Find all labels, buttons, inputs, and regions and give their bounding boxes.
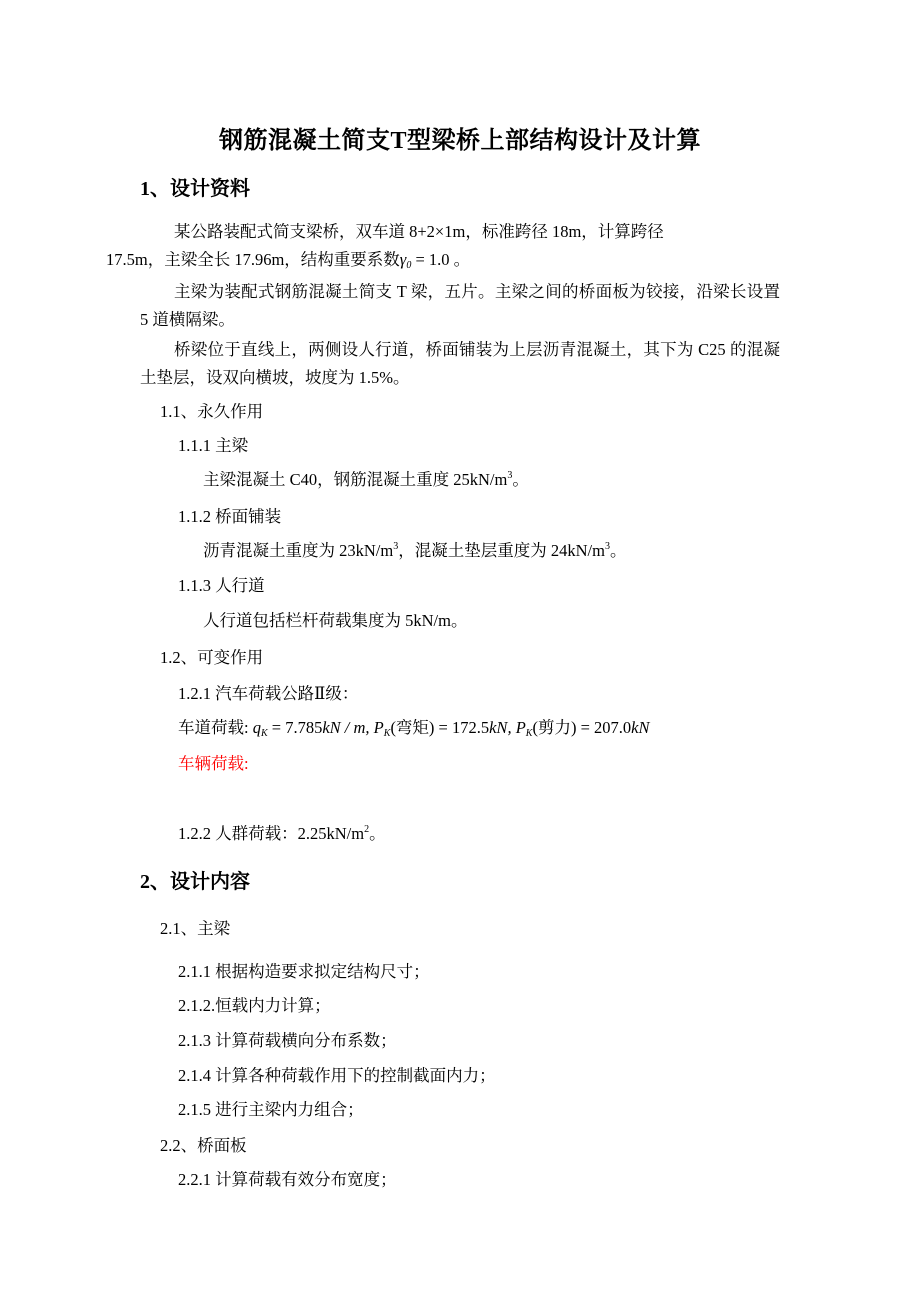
p-shear-value: (剪力) = 207.0 — [532, 718, 632, 737]
p-shear-unit: kN — [631, 718, 650, 737]
deck-pavement-weights — [203, 537, 626, 561]
item-deck-pavement: 1.1.2 桥面铺装 — [178, 507, 282, 526]
p-unit: kN — [489, 718, 508, 737]
gamma-value: = 1.0 。 — [411, 250, 471, 269]
sentence-end: 。 — [369, 824, 386, 843]
sentence-end: 。 — [512, 470, 529, 489]
unit-superscript: 3 — [507, 470, 513, 481]
p-moment-value: (弯矩) = 172.5 — [390, 718, 490, 737]
unit-superscript: 2 — [364, 824, 370, 835]
subsection-permanent-actions: 1.1、永久作用 — [160, 402, 264, 421]
subsection-variable-actions: 1.2、可变作用 — [160, 648, 264, 667]
paragraph-project-overview — [106, 218, 780, 280]
main-beam-material — [203, 466, 529, 490]
main-beam-material-text: 主梁混凝土 C40，钢筋混凝土重度 25kN/m — [203, 470, 508, 489]
vehicle-load-label: 车辆荷载: — [178, 754, 249, 773]
q-unit: kN / m — [322, 718, 366, 737]
q-subscript: K — [260, 728, 268, 739]
gamma-subscript: 0 — [406, 260, 412, 271]
paragraph-bridge-deck: 桥梁位于直线上，两侧设人行道，桥面铺装为上层沥青混凝土，其下为 C25 的混凝土垫层，设双向横坡，坡度为 1.5%。 — [140, 340, 780, 387]
list-item: 2.1.4 计算各种荷载作用下的控制截面内力； — [178, 1066, 496, 1085]
sidewalk-load-text: 人行道包括栏杆荷载集度为 5kN/m。 — [203, 611, 468, 630]
list-item: 2.1.1 根据构造要求拟定结构尺寸； — [178, 962, 430, 981]
item-crowd-load — [178, 820, 386, 844]
subsection-deck-slab: 2.2、桥面板 — [160, 1136, 247, 1155]
unit-superscript: 3 — [604, 541, 610, 552]
crowd-load-text: 1.2.2 人群荷载：2.25kN/m — [178, 824, 365, 843]
overview-text-a: 某公路装配式简支梁桥，双车道 8+2×1m，标准跨径 18m，计算跨径 — [174, 222, 664, 241]
item-main-beam: 1.1.1 主梁 — [178, 436, 249, 455]
document-title: 钢筋混凝土简支T型梁桥上部结构设计及计算 — [218, 128, 701, 154]
subsection-main-beam: 2.1、主梁 — [160, 919, 231, 938]
p-shear-symbol: , P — [507, 718, 526, 737]
section-1-heading: 1、设计资料 — [140, 178, 250, 200]
item-vehicle-load-class: 1.2.1 汽车荷载公路Ⅱ级： — [178, 684, 359, 703]
p-shear-subscript: K — [525, 728, 533, 739]
list-item: 2.1.2.恒载内力计算； — [178, 996, 331, 1015]
overview-text-b: 17.5m，主梁全长 17.96m，结构重要系数 — [106, 250, 400, 269]
list-item: 2.2.1 计算荷载有效分布宽度； — [178, 1170, 397, 1189]
p-subscript: K — [383, 728, 391, 739]
item-sidewalk: 1.1.3 人行道 — [178, 576, 265, 595]
p-symbol: , P — [365, 718, 384, 737]
q-symbol: q — [252, 718, 261, 737]
asphalt-weight-text: 沥青混凝土重度为 23kN/m — [203, 541, 394, 560]
lane-load-label: 车道荷载: — [178, 718, 253, 737]
unit-superscript: 3 — [393, 541, 399, 552]
section-2-heading: 2、设计内容 — [140, 871, 250, 893]
list-item: 2.1.5 进行主梁内力组合； — [178, 1100, 364, 1119]
lane-load-formula — [178, 714, 649, 739]
sentence-end: 。 — [609, 541, 627, 560]
list-item: 2.1.3 计算荷载横向分布系数； — [178, 1031, 397, 1050]
concrete-layer-weight-text: ，混凝土垫层重度为 24kN/m — [398, 541, 605, 560]
paragraph-main-beam: 主梁为装配式钢筋混凝土简支 T 梁，五片。主梁之间的桥面板为铰接，沿梁长设置 5 道横隔梁。 — [140, 282, 780, 329]
gamma-symbol: γ — [399, 250, 407, 269]
q-value: = 7.785 — [267, 718, 323, 737]
